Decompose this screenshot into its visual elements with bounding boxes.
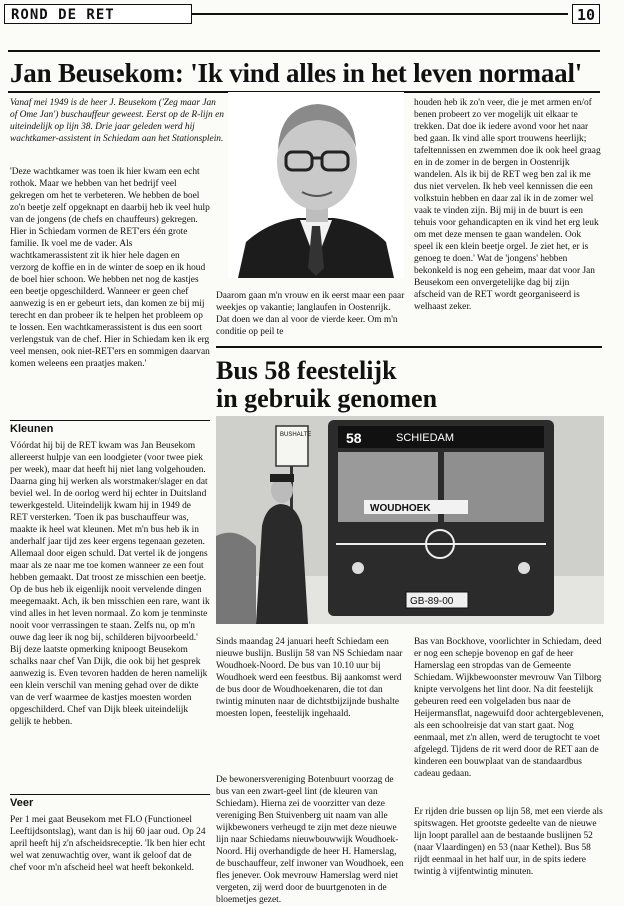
article1-intro: 'Deze wachtkamer was toen ik hier kwam een echt rothok. Maar we hebben van het bedrijf veel gekregen om het te verbeteren. We hebben de boel zo'n beetje zelf opgeknapt en daarbij heb ik veel hulp van de jongens (de chefs en chauffeurs) gekregen. Hier in Schiedam vormen de RET'ers één grote familie. Ik voel me de vader. Als wachtkamerassistent zit ik hier hele dagen en verzorg de koffie en in de winter de soep en ik houd de boel hier schoon. We hebben net nog de kastjes een beetje opgeschilderd. Wanneer er geen chef aanwezig is en er gebeurt iets, dan komen ze bij mij terecht en dan probeer ik te helpen het probleem op te lossen. Een wachtkamerassistent is dus een soort verlengstuk van de chef. Hier in Schiedam ken ik erg veel mensen, ook niet-RET'ers en sommigen daarvan komen weleens een praatjes maken.' (10, 167, 210, 369)
subheading-veer: Veer (10, 797, 34, 809)
article2-col3-text2: Er rijden drie bussen op lijn 58, met een vierde als spitswagen. Het grootste gedeelte van de nieuwe lijn loopt parallel aan de bestaande buslijnen 52 (naar Vlaardingen) en 53 (naar Kethel). Bus 58 rijdt eenmaal in het half uur, in de spits iedere twintig à vijfentwintig minuten. (414, 807, 603, 877)
bus-sign: WOUDHOEK (370, 503, 431, 514)
article1-col3-text: houden heb ik zo'n veer, die je met armen en/of benen probeert zo ver mogelijk uit elkaar te trekken. Dat doe ik iedere avond voor het naar bed gaan. Ik vind alle sport trouwens heerlijk; tafeltennissen en zwemmen doe ik ook heel graag en in de zomer in de bergen in Oostenrijk wandelen. Als ik bij de RET weg ben zal ik me dus niet vervelen. Ik heb veel kennissen die een volkstuin hebben en daar zal ik in de zomer wel vaak te vinden zijn. Bij mij in de buurt is een tehuis voor gehandicapten en ik vind het erg leuk om met deze mensen te gaan wandelen. Ook speel ik een klein beetje orgel. Je ziet het, er is genoeg te doen.' Wat de 'jongens' hebben bekonkeld is nog een geheim, maar dat voor Jan Beusekom een onvergetelijke dag bij zijn afscheid van de RET wordt georganiseerd is welhaast zeker. (414, 98, 601, 312)
bus-photo (216, 416, 604, 624)
article1-kleunen-text: Vóórdat hij bij de RET kwam was Jan Beusekom allereerst hulpje van een loodgieter (voor twee piek per week), maar dat heeft hij niet lang volgehouden. Daarna ging hij werken als worstmaker/slager en dat beviel wel. In de oorlog werd hij echter in Duitsland tewerkgesteld. Uiteindelijk kwam hij in 1949 de RET versterken. 'Toen ik pas buschauffeur was, maakte ik heel wat kleunen. Met m'n bus heb ik in anderhalf jaar tijd zes keer ergens tegenaan gezeten. Allemaal door eigen schuld. Dat vertel ik de jongens maar als ze naar me toe komen wanneer ze een fout hebben gemaakt. Dat troost ze misschien een beetje. Op de bus heb ik eigenlijk nooit vervelende dingen meegemaakt. Ach, ik ben misschien een rare, want ik vind alles in het leven normaal. Zo kom je tenminste nooit voor verrassingen te staan. Zelfs nu, op m'n ouwe dag leer ik nog bij, schilderen bijvoorbeeld.' Bij deze laatste opmerking knipoogt Beusekom schalks naar chef Van Dijk, die ook bij het gesprek aanwezig is. Even tevoren hadden de heren namelijk een klein verschil van mening gehad over de dikte van de verf waarmee de kastjes moesten worden opgeschilderd. Chef van Dijk bleek uiteindelijk gelijk te hebben. (10, 441, 210, 727)
article2-title-line1: Bus 58 feestelijk (216, 356, 397, 385)
article1-lead: Vanaf mei 1949 is de heer J. Beusekom ('Zeg maar Jan of Ome Jan') buschauffeur geweest. Eerst op de R-lijn en uiteindelijk op lijn 38. Drie jaar geleden werd hij wachtkamer-assistent in Schiedam aan het Stationsplein. (10, 98, 224, 144)
article2-col2-text2: De bewonersvereniging Botenbuurt voorzag de bus van een zwart-geel lint (de kleuren van Schiedam). Hierna zei de voorzitter van deze vereniging Ben Stuivenberg uit naam van alle wijkbewoners verheugd te zijn met deze nieuwe lijn naar Schiedams nieuwbouwwijk Woudhoek-Noord. Hij overhandigde de heer H. Hamerslag, de buschauffeur, zelf inwoner van Woudhoek, een fles jenever. Ook mevrouw Hamerslag werd niet vergeten, zij werd door de buurtgenoten in de bloemetjes gezet. (216, 775, 404, 905)
article1-title: Jan Beusekom: 'Ik vind alles in het leven normaal' (10, 58, 583, 88)
portrait-illustration (228, 92, 404, 278)
article1-veer-text: Per 1 mei gaat Beusekom met FLO (Functioneel Leeftijdsontslag), want dan is hij 60 jaar oud. Op 24 april heeft hij z'n afscheidsreceptie. 'Ik ben hier echt wel wat zenuwachtig over, want ik geloof dat de chef voor m'n afscheid heel wat heeft bekonkeld. (10, 815, 206, 873)
bus-illustration (216, 416, 604, 624)
section-label: ROND DE RET (11, 7, 115, 23)
article1-col2-text: Daarom gaan m'n vrouw en ik eerst maar een paar weekjes op vakantie; langlaufen in Oostenrijk. Dat doen we dan al voor de vierde keer. Om m'n conditie op peil te (216, 291, 405, 337)
article2-title (216, 357, 596, 413)
kleunen-rule (10, 420, 210, 421)
bus-license-plate: GB-89-00 (410, 596, 454, 607)
bus-destination: SCHIEDAM (396, 432, 455, 444)
page-number: 10 (572, 4, 600, 24)
subheading-kleunen: Kleunen (10, 423, 54, 435)
bus-route-number: 58 (346, 430, 362, 446)
veer-rule (10, 794, 210, 795)
section-label-box (4, 4, 192, 24)
title-rule-top (8, 50, 600, 52)
article2-col2-text1: Sinds maandag 24 januari heeft Schiedam een nieuwe buslijn. Buslijn 58 van NS Schiedam naar Woudhoek-Noord. De bus van 10.10 uur bij Woudhoek werd een feestbus. Bij aankomst werd de bus door de Woudhoekenaren, die tot dan twintig minuten naar de dichtstbijzijnde bushalte moesten lopen, feestelijk ingehaald. (216, 637, 403, 719)
article2-rule-top (216, 346, 602, 348)
header-rule (192, 13, 568, 15)
portrait-photo (228, 92, 404, 278)
bus-stop-sign: BUSHALTE (280, 432, 312, 438)
article2-title-line2: in gebruik genomen (216, 384, 438, 413)
article2-col3-text1: Bas van Bockhove, voorlichter in Schiedam, deed er nog een schepje bovenop en gaf de heer Hamerslag een stropdas van de Gemeente Schiedam. Wijkbewoonster mevrouw Van Tilborg knipte vervolgens het lint door. Na dit feestelijk gebeuren reed een volgeladen bus naar de Heijermansflat, nagewuifd door achtergeblevenen, als een schoolreisje dat van start gaat. Nog eenmaal, met z'n allen, werd de terugtocht te voet afgelegd. Tijdens de rit werd door de RET aan de kinderen een bouwplaat van de standaardbus cadeau gedaan. (414, 637, 604, 779)
